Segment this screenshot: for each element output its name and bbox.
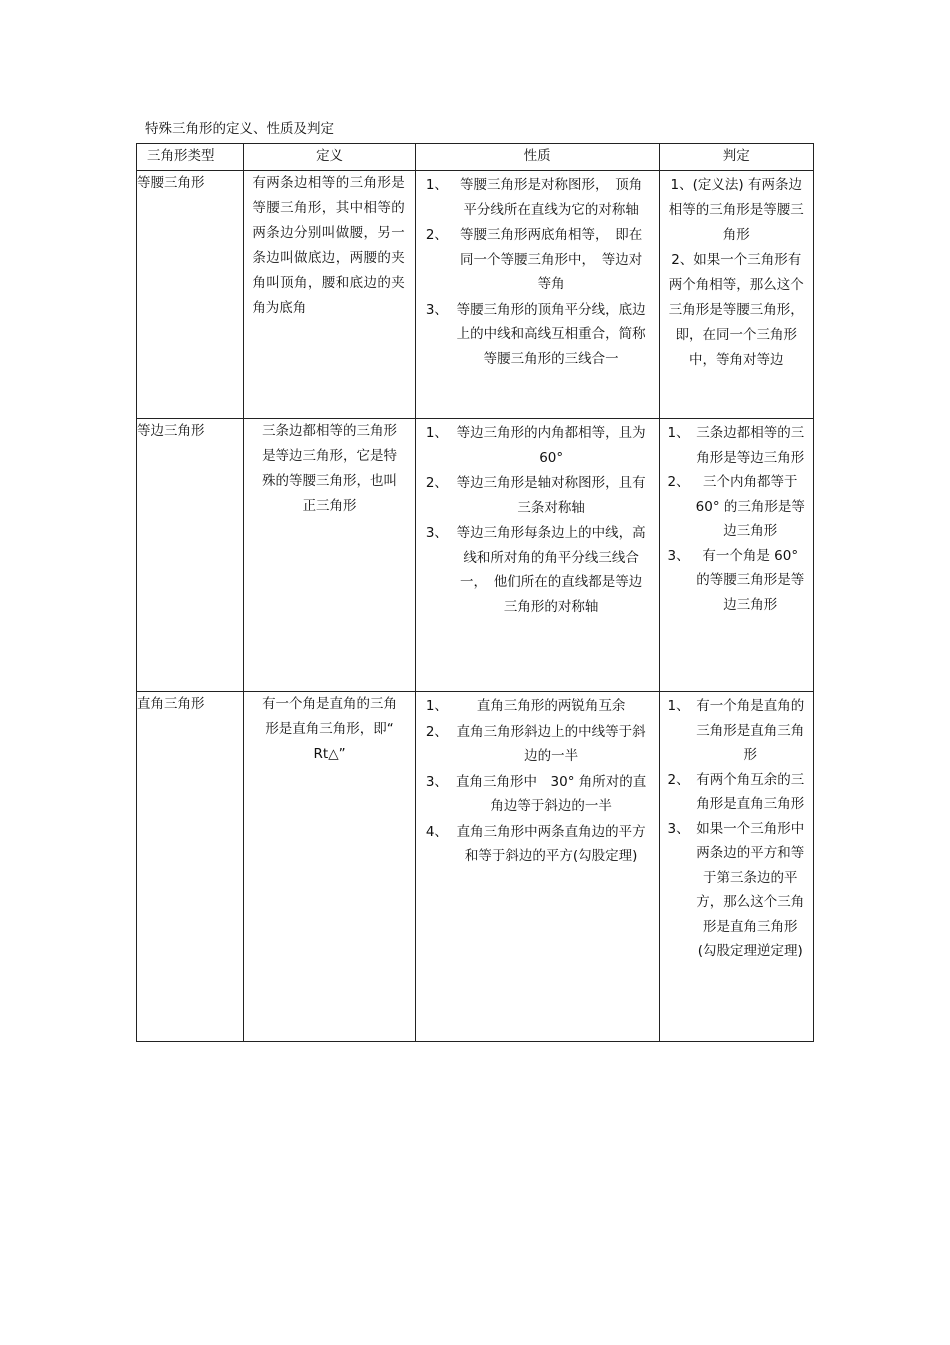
property-item bbox=[426, 820, 649, 869]
judgment-number: 2、 bbox=[667, 474, 690, 490]
property-text: 直角三角形中两条直角边的平方和等于斜边的平方(勾股定理) bbox=[456, 823, 646, 864]
header-properties: 性质 bbox=[415, 144, 659, 171]
property-text: 直角三角形中 30° 角所对的直角边等于斜边的一半 bbox=[456, 773, 647, 814]
property-number: 3、 bbox=[425, 301, 448, 318]
definition-text: 有一个角是直角的三角形是直角三角形，即“ Rt△” bbox=[262, 696, 398, 762]
definition-text: 有两条边相等的三角形是等腰三角形，其中相等的两条边分别叫做腰，另一条边叫做底边，两腰的夹角叫顶角，腰和底边的夹角为底角 bbox=[252, 175, 405, 316]
judgment-text: 如果一个三角形中两条边的平方和等于第三条边的平方，那么这个三角形是直角三角形(勾股定理逆定理) bbox=[696, 820, 805, 959]
judgment-text: 三个内角都等于 60° 的三角形是等边三角形 bbox=[695, 474, 805, 539]
property-number: 2、 bbox=[425, 723, 448, 740]
header-judgment: 判定 bbox=[659, 144, 813, 171]
definition-cell bbox=[244, 419, 416, 692]
judgment-text: 1、(定义法) 有两条边相等的三角形是等腰三角形 bbox=[668, 177, 804, 243]
properties-cell bbox=[415, 692, 659, 1042]
type-cell: 直角三角形 bbox=[137, 692, 244, 1042]
judgment-text: 有一个角是直角的三角形是直角三角形 bbox=[696, 698, 805, 763]
property-number: 1、 bbox=[425, 425, 448, 441]
type-cell: 等边三角形 bbox=[137, 419, 244, 692]
property-item bbox=[426, 770, 649, 819]
table-row bbox=[137, 171, 814, 419]
judgment-item bbox=[668, 470, 805, 544]
property-text: 直角三角形的两锐角互余 bbox=[476, 698, 626, 714]
table-row bbox=[137, 692, 814, 1042]
document-title: 特殊三角形的定义、性质及判定 bbox=[145, 121, 334, 137]
property-text: 等腰三角形的顶角平分线，底边上的中线和高线互相重合，简称等腰三角形的三线合一 bbox=[456, 301, 646, 367]
property-number: 2、 bbox=[425, 227, 448, 243]
properties-cell bbox=[415, 171, 659, 419]
judgment-number: 1、 bbox=[667, 698, 690, 714]
property-item bbox=[426, 223, 649, 297]
header-type: 三角形类型 bbox=[137, 144, 244, 171]
property-text: 等腰三角形是对称图形， 顶角平分线所在直线为它的对称轴 bbox=[460, 177, 643, 218]
property-text: 等腰三角形两底角相等， 即在同一个等腰三角形中， 等边对等角 bbox=[460, 227, 643, 292]
property-text: 等边三角形的内角都相等，且为 60° bbox=[456, 425, 646, 466]
property-number: 2、 bbox=[425, 475, 448, 491]
table-header-row bbox=[137, 144, 814, 171]
judgment-item bbox=[668, 694, 805, 768]
header-definition: 定义 bbox=[244, 144, 416, 171]
judgment-cell bbox=[659, 692, 813, 1042]
type-cell: 等腰三角形 bbox=[137, 171, 244, 419]
property-number: 3、 bbox=[425, 773, 448, 790]
property-text: 等边三角形每条边上的中线，高线和所对角的角平分线三线合一， 他们所在的直线都是等边三角形的对称轴 bbox=[456, 525, 646, 615]
judgment-cell bbox=[659, 171, 813, 419]
definition-cell bbox=[244, 171, 416, 419]
judgment-text: 2、如果一个三角形有两个角相等，那么这个三角形是等腰三角形，即，在同一个三角形中，等角对等边 bbox=[668, 252, 804, 368]
property-item bbox=[426, 173, 649, 222]
property-number: 3、 bbox=[425, 525, 448, 541]
property-item bbox=[426, 421, 649, 470]
triangle-table bbox=[136, 143, 814, 1042]
table-row bbox=[137, 419, 814, 692]
property-item bbox=[426, 720, 649, 769]
property-number: 4、 bbox=[425, 823, 448, 840]
judgment-item bbox=[668, 421, 805, 470]
judgment-text: 有一个角是 60° 的等腰三角形是等边三角形 bbox=[696, 547, 805, 613]
judgment-number: 1、 bbox=[667, 425, 690, 441]
judgment-item bbox=[668, 544, 805, 618]
judgment-number: 3、 bbox=[667, 547, 690, 564]
property-text: 等边三角形是轴对称图形，且有三条对称轴 bbox=[456, 475, 646, 516]
property-item bbox=[426, 521, 649, 619]
property-item bbox=[426, 298, 649, 372]
judgment-number: 2、 bbox=[667, 771, 690, 788]
property-number: 1、 bbox=[425, 177, 448, 193]
judgment-text: 三条边都相等的三角形是等边三角形 bbox=[696, 425, 805, 466]
properties-cell bbox=[415, 419, 659, 692]
definition-text: 三条边都相等的三角形是等边三角形，它是特殊的等腰三角形，也叫正三角形 bbox=[262, 423, 398, 514]
judgment-item bbox=[668, 817, 805, 964]
property-text: 直角三角形斜边上的中线等于斜边的一半 bbox=[456, 723, 646, 764]
property-item bbox=[426, 471, 649, 520]
property-item bbox=[426, 694, 649, 719]
judgment-text: 有两个角互余的三角形是直角三角形 bbox=[696, 771, 805, 812]
definition-cell bbox=[244, 692, 416, 1042]
judgment-item bbox=[668, 768, 805, 817]
judgment-number: 3、 bbox=[667, 820, 690, 837]
judgment-cell bbox=[659, 419, 813, 692]
property-number: 1、 bbox=[425, 698, 448, 714]
